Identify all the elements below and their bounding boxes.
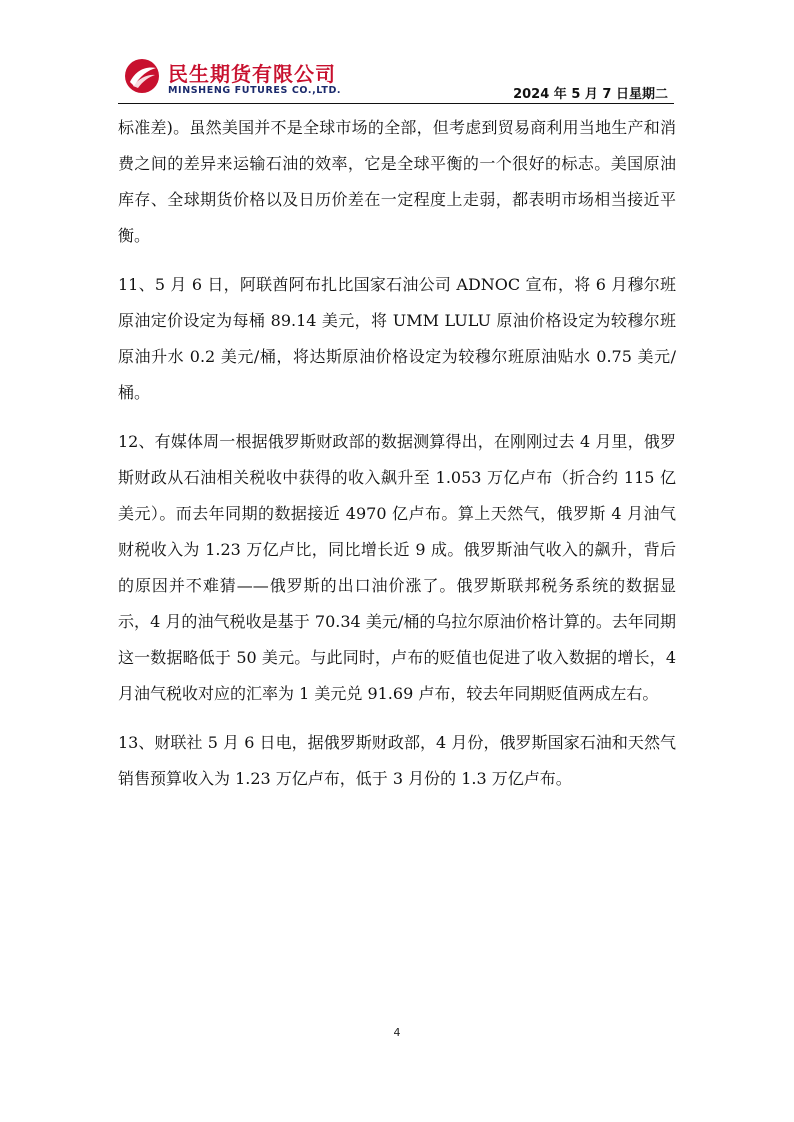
company-logo	[124, 56, 364, 100]
page-header	[118, 56, 674, 104]
company-name-en: MINSHENG FUTURES CO.,LTD.	[168, 85, 342, 96]
paragraph-item-13: 13、财联社 5 月 6 日电，据俄罗斯财政部，4 月份，俄罗斯国家石油和天然气销售预算收入为 1.23 万亿卢布，低于 3 月份的 1.3 万亿卢布。	[118, 733, 676, 788]
paragraph-continuation: 标准差)。虽然美国并不是全球市场的全部，但考虑到贸易商利用当地生产和消费之间的差异来运输石油的效率，它是全球平衡的一个很好的标志。美国原油库存、全球期货价格以及日历价差在一定程度上走弱，都表明市场相当接近平衡。	[118, 118, 676, 245]
paragraph-item-11: 11、5 月 6 日，阿联酋阿布扎比国家石油公司 ADNOC 宣布，将 6 月穆尔班原油定价设定为每桶 89.14 美元，将 UMM LULU 原油价格设定为较穆尔班原油升水 0.2 美元/桶，将达斯原油价格设定为较穆尔班原油贴水 0.75 美元/桶。	[118, 275, 676, 402]
report-date: 2024 年 5 月 7 日星期二	[513, 87, 668, 102]
page-number: 4	[393, 1026, 401, 1039]
company-name-cn: 民生期货有限公司	[168, 62, 336, 86]
document-body	[118, 110, 676, 810]
paragraph-item-12: 12、有媒体周一根据俄罗斯财政部的数据测算得出，在刚刚过去 4 月里，俄罗斯财政从石油相关税收中获得的收入飙升至 1.053 万亿卢布（折合约 115 亿美元）。而去年同期的数据接近 4970 亿卢布。算上天然气，俄罗斯 4 月油气财税收入为 1.23 万亿卢比，同比增长近 9 成。俄罗斯油气收入的飙升，背后的原因并不难猜——俄罗斯的出口油价涨了。俄罗斯联邦税务系统的数据显示，4 月的油气税收是基于 70.34 美元/桶的乌拉尔原油价格计算的。去年同期这一数据略低于 50 美元。与此同时，卢布的贬值也促进了收入数据的增长，4 月油气税收对应的汇率为 1 美元兑 91.69 卢布，较去年同期贬值两成左右。	[118, 432, 676, 703]
minsheng-logo-icon	[124, 58, 160, 94]
header-divider	[118, 103, 674, 104]
